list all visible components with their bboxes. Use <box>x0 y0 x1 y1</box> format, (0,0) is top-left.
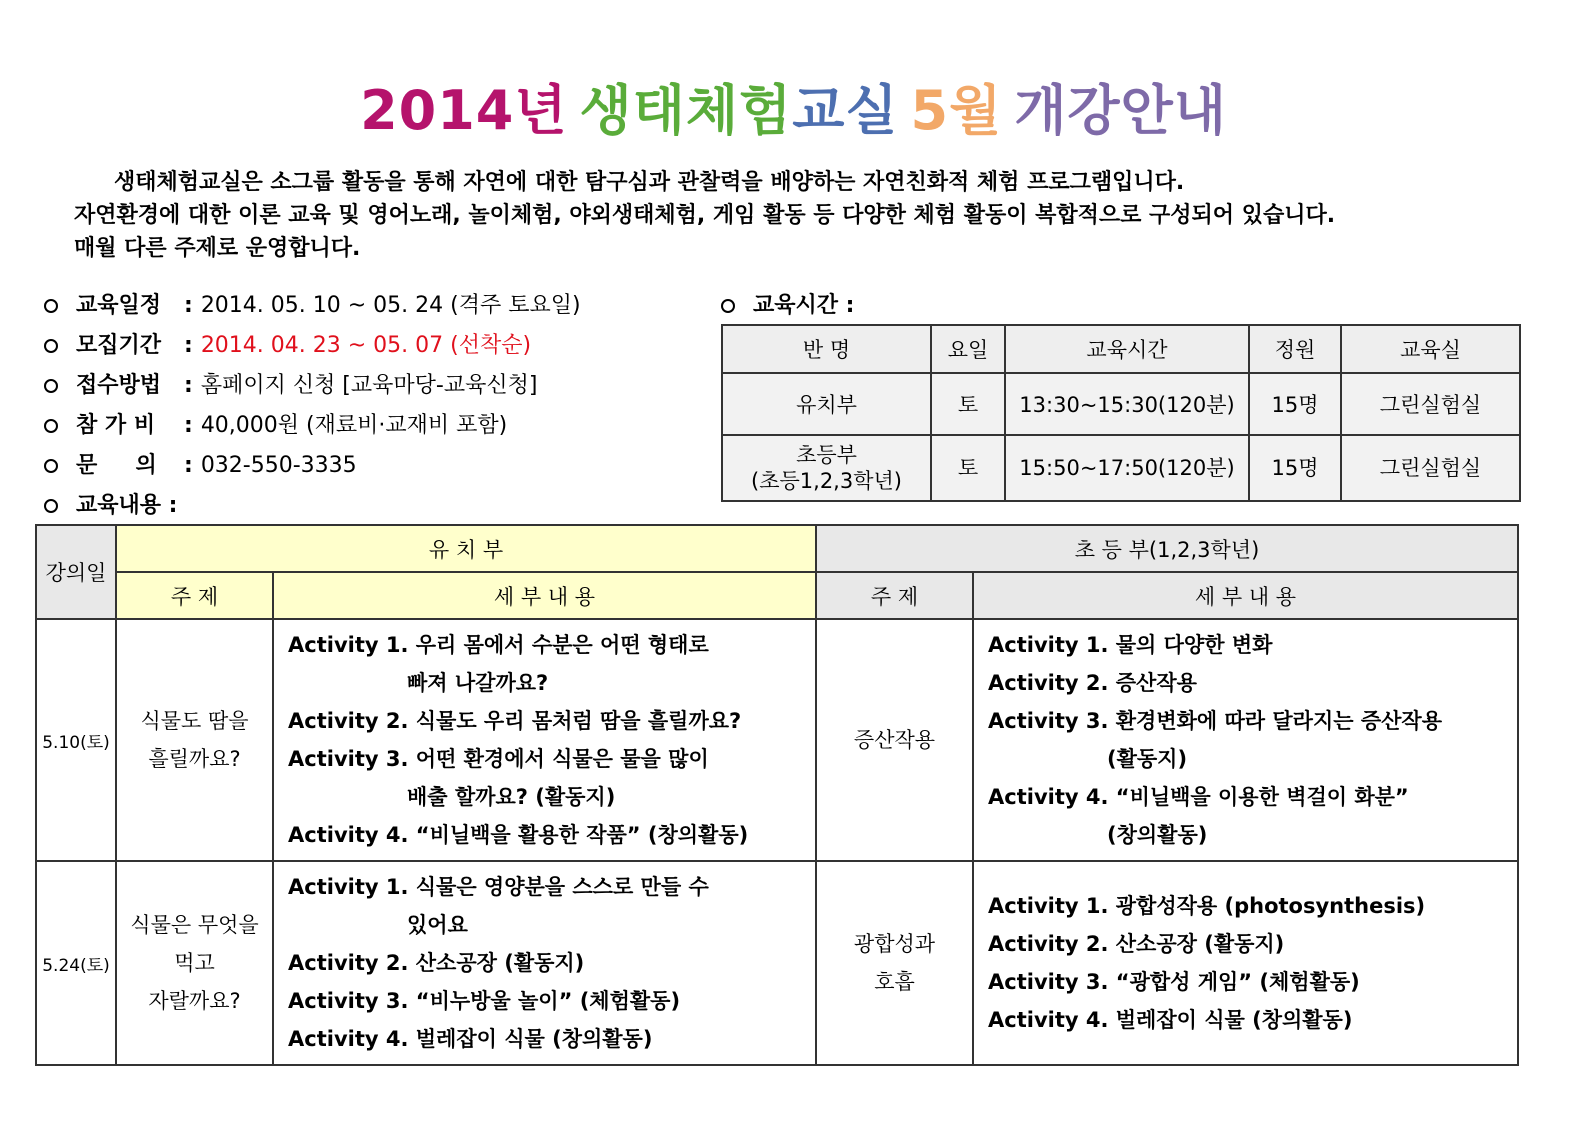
activity-item <box>988 887 1507 925</box>
elem-header: 초 등 부(1,2,3학년) <box>816 525 1518 572</box>
schedule-class-name: 초등부 <box>796 443 857 467</box>
activity-item <box>988 702 1507 740</box>
activity-item <box>988 1001 1507 1039</box>
intro-line-1: 생태체험교실은 소그룹 활동을 통해 자연에 대한 탐구심과 관찰력을 배양하는 자연친화적 체험 프로그램입니다. <box>114 170 1185 195</box>
date-header: 강의일 <box>36 525 116 619</box>
curriculum-table <box>35 524 1519 1066</box>
schedule-time: 13:30~15:30(120분) <box>1005 373 1249 435</box>
title-month: 5월 <box>910 79 1003 142</box>
schedule-header-time: 교육시간 <box>1005 325 1249 373</box>
elem-detail-header: 세 부 내 용 <box>973 572 1518 619</box>
elem-topic-line: 광합성과 <box>853 932 936 956</box>
schedule-class: 유치부 <box>722 373 931 435</box>
info-row-contact <box>44 446 581 486</box>
bullet-icon <box>44 339 58 353</box>
schedule-day: 토 <box>931 373 1005 435</box>
activity-item <box>288 868 805 906</box>
activity-num: Activity 3. <box>288 989 409 1013</box>
info-row-fee <box>44 406 581 446</box>
activity-item <box>988 626 1507 664</box>
info-row-recruit <box>44 326 581 366</box>
intro-line-3: 매월 다른 주제로 운영합니다. <box>74 236 361 261</box>
activity-text: 벌레잡이 식물 (창의활동) <box>1115 1008 1353 1032</box>
title-year: 2014년 <box>360 79 568 142</box>
schedule-room: 그린실험실 <box>1341 373 1520 435</box>
activity-num: Activity 2. <box>288 709 409 733</box>
schedule-label: 교육시간 : <box>753 293 855 318</box>
schedule-header-room: 교육실 <box>1341 325 1520 373</box>
schedule-room: 그린실험실 <box>1341 435 1520 501</box>
kinder-topic-line: 흘릴까요? <box>148 747 241 771</box>
title-eco: 생태체험 <box>579 79 793 142</box>
page-title <box>0 68 1587 145</box>
activity-item <box>988 963 1507 1001</box>
activity-text: 우리 몸에서 수분은 어떤 형태로 <box>415 633 709 657</box>
schedule-capacity: 15명 <box>1249 435 1341 501</box>
activity-num: Activity 2. <box>288 951 409 975</box>
activity-num: Activity 3. <box>988 970 1109 994</box>
schedule-class <box>722 435 931 501</box>
info-value: 2014. 05. 10 ~ 05. 24 (격주 토요일) <box>200 293 581 318</box>
activity-text: “비누방울 놀이” (체험활동) <box>415 989 681 1013</box>
kinder-topic-line: 식물은 무엇을 <box>130 913 259 937</box>
info-separator: : <box>184 453 193 478</box>
info-label: 접수방법 <box>76 373 162 398</box>
kinder-topic <box>116 861 273 1065</box>
bullet-icon <box>44 499 58 513</box>
activity-num: Activity 4. <box>988 785 1109 809</box>
activity-cont: (활동지) <box>1107 747 1188 771</box>
title-class: 교실 <box>792 79 899 142</box>
schedule-time: 15:50~17:50(120분) <box>1005 435 1249 501</box>
activity-num: Activity 2. <box>988 671 1109 695</box>
activity-num: Activity 4. <box>288 823 409 847</box>
activity-num: Activity 2. <box>988 932 1109 956</box>
activity-item <box>988 925 1507 963</box>
activity-item <box>288 740 805 778</box>
activity-text: 어떤 환경에서 식물은 물을 많이 <box>415 747 709 771</box>
table-row <box>722 373 1520 435</box>
lecture-date: 5.24(토) <box>36 861 116 1065</box>
kinder-activities <box>273 861 816 1065</box>
table-row <box>36 619 1518 861</box>
activity-num: Activity 1. <box>988 633 1109 657</box>
kinder-header: 유 치 부 <box>116 525 816 572</box>
info-value: 홈페이지 신청 [교육마당-교육신청] <box>200 373 538 398</box>
info-value: 40,000원 (재료비·교재비 포함) <box>200 413 508 438</box>
schedule-table <box>721 324 1521 502</box>
activity-num: Activity 4. <box>988 1008 1109 1032</box>
activity-text: “비닐백을 활용한 작품” (창의활동) <box>415 823 749 847</box>
activity-text: 물의 다양한 변화 <box>1115 633 1273 657</box>
table-row <box>36 861 1518 1065</box>
activity-text: 증산작용 <box>1115 671 1197 695</box>
activity-num: Activity 1. <box>288 875 409 899</box>
activity-item <box>988 664 1507 702</box>
intro-paragraph <box>74 166 1554 265</box>
title-notice: 개강안내 <box>1014 79 1227 142</box>
schedule-heading <box>721 286 854 326</box>
activity-text: 벌레잡이 식물 (창의활동) <box>415 1027 653 1051</box>
activity-num: Activity 1. <box>988 894 1109 918</box>
activity-num: Activity 1. <box>288 633 409 657</box>
info-row-apply <box>44 366 581 406</box>
activity-item <box>288 816 805 854</box>
kinder-topic-line: 먹고 <box>174 951 215 975</box>
info-separator: : <box>184 333 193 358</box>
info-list <box>44 286 581 526</box>
bullet-icon <box>44 379 58 393</box>
activity-text: 산소공장 (활동지) <box>415 951 585 975</box>
activity-num: Activity 3. <box>288 747 409 771</box>
activity-num: Activity 3. <box>988 709 1109 733</box>
info-separator: : <box>184 293 193 318</box>
info-row-schedule <box>44 286 581 326</box>
schedule-header-class: 반 명 <box>722 325 931 373</box>
activity-item <box>288 702 805 740</box>
activity-num: Activity 4. <box>288 1027 409 1051</box>
activity-cont: (창의활동) <box>1107 823 1208 847</box>
elem-activities <box>973 861 1518 1065</box>
activity-cont: 배출 할까요? (활동지) <box>407 785 616 809</box>
kinder-detail-header: 세 부 내 용 <box>273 572 816 619</box>
activity-item <box>288 1020 805 1058</box>
schedule-class-sub: (초등1,2,3학년) <box>751 469 902 493</box>
activity-text: “비닐백을 이용한 벽걸이 화분” <box>1115 785 1409 809</box>
content-label: 교육내용 : <box>76 493 178 518</box>
activity-item <box>988 778 1507 816</box>
activity-item <box>288 626 805 664</box>
schedule-header-capacity: 정원 <box>1249 325 1341 373</box>
table-row <box>722 435 1520 501</box>
info-separator: : <box>184 413 193 438</box>
intro-line-2: 자연환경에 대한 이론 교육 및 영어노래, 놀이체험, 야외생태체험, 게임 활동 등 다양한 체험 활동이 복합적으로 구성되어 있습니다. <box>74 203 1336 228</box>
info-label: 참 가 비 <box>76 413 156 438</box>
elem-topic <box>816 619 973 861</box>
info-row-content <box>44 486 581 526</box>
activity-text: 광합성작용 (photosynthesis) <box>1115 894 1426 918</box>
info-label: 모집기간 <box>76 333 162 358</box>
kinder-topic-line: 자랄까요? <box>148 989 241 1013</box>
info-value: 032-550-3335 <box>200 453 357 478</box>
info-label: 교육일정 <box>76 293 162 318</box>
bullet-icon <box>44 299 58 313</box>
activity-item <box>288 982 805 1020</box>
activity-cont: 빠져 나갈까요? <box>407 671 549 695</box>
elem-topic-line: 호흡 <box>874 970 915 994</box>
schedule-day: 토 <box>931 435 1005 501</box>
elem-topic-line: 증산작용 <box>853 728 936 752</box>
activity-text: 식물은 영양분을 스스로 만들 수 <box>415 875 709 899</box>
activity-cont: 있어요 <box>407 913 468 937</box>
bullet-icon <box>44 459 58 473</box>
kinder-topic-header: 주 제 <box>116 572 273 619</box>
activity-text: 산소공장 (활동지) <box>1115 932 1285 956</box>
bullet-icon <box>721 299 735 313</box>
activity-text: 식물도 우리 몸처럼 땀을 흘릴까요? <box>415 709 742 733</box>
elem-topic-header: 주 제 <box>816 572 973 619</box>
info-label: 문 의 <box>76 453 157 478</box>
info-separator: : <box>184 373 193 398</box>
schedule-header-day: 요일 <box>931 325 1005 373</box>
info-value: 2014. 04. 23 ~ 05. 07 (선착순) <box>200 333 532 358</box>
schedule-capacity: 15명 <box>1249 373 1341 435</box>
kinder-activities <box>273 619 816 861</box>
activity-item <box>288 944 805 982</box>
bullet-icon <box>44 419 58 433</box>
kinder-topic-line: 식물도 땀을 <box>140 709 249 733</box>
elem-activities <box>973 619 1518 861</box>
kinder-topic <box>116 619 273 861</box>
lecture-date: 5.10(토) <box>36 619 116 861</box>
activity-text: 환경변화에 따라 달라지는 증산작용 <box>1115 709 1442 733</box>
elem-topic <box>816 861 973 1065</box>
activity-text: “광합성 게임” (체험활동) <box>1115 970 1360 994</box>
